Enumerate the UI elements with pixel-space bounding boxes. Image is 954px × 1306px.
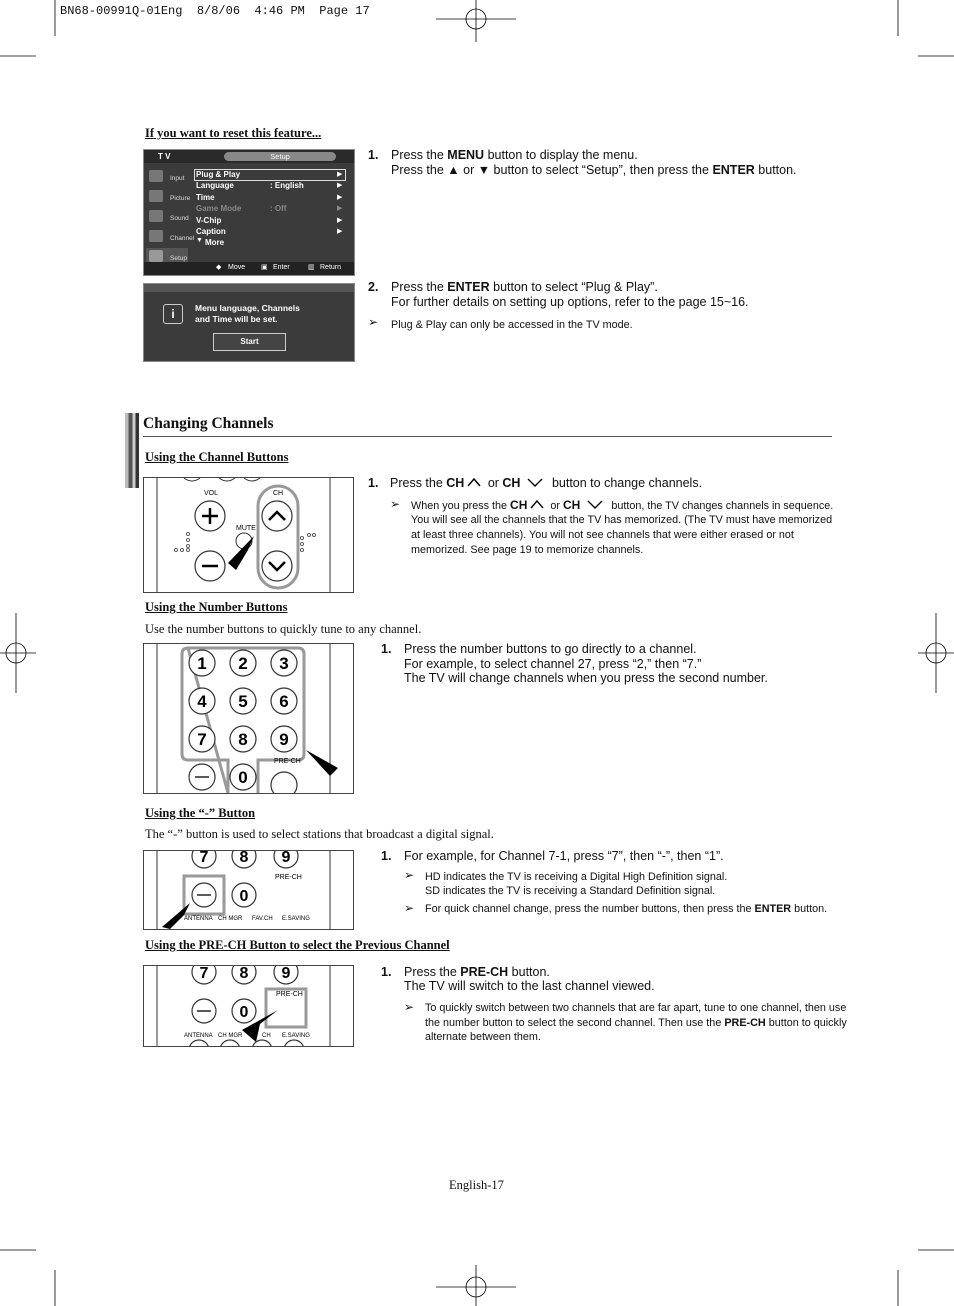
text: For quick channel change, press the number buttons, then press the — [425, 903, 755, 915]
chevron-right-icon: ▶ — [337, 182, 343, 189]
osd-footer-enter: Enter — [273, 264, 290, 271]
chevron-down-icon — [526, 477, 546, 487]
text: button. — [508, 965, 550, 979]
chevron-right-icon: ▶ — [337, 228, 343, 235]
menu-item-more: More — [205, 238, 225, 247]
key-4: 4 — [197, 692, 207, 711]
key-0: 0 — [239, 1004, 249, 1021]
key-0: 0 — [238, 768, 248, 787]
prech-heading: Using the PRE-CH Button to select the Previous Channel — [145, 938, 450, 952]
menu-item-language: Language — [196, 181, 234, 190]
channel-step-number: 1. — [368, 476, 379, 490]
prech-label: PRE-CH — [274, 758, 301, 765]
number-keypad-drawing — [144, 644, 353, 793]
ch-label: CH — [262, 1033, 271, 1039]
move-icon: ◆ — [216, 264, 222, 271]
text: button, the TV changes channels in sequence. — [608, 500, 834, 512]
ch-key: CH — [510, 498, 528, 512]
enter-key: ENTER — [447, 280, 490, 294]
triangle-down-icon: ▼ — [196, 237, 203, 244]
setup-icon — [149, 250, 163, 262]
prech-remote-drawing — [144, 966, 353, 1046]
reset-step1-line2 — [391, 163, 797, 178]
channel-note-line4: memorized. See page 19 to memorize channels. — [411, 544, 644, 556]
osd-title: Setup — [224, 152, 336, 161]
enter-key: ENTER — [712, 163, 755, 177]
sidebar-item-channel: Channel — [146, 228, 188, 246]
text: Press the — [404, 965, 461, 979]
text: the number button to select the second channel. Then use the — [425, 1017, 725, 1029]
dash-note1-line1: HD indicates the TV is receiving a Digital High Definition signal. — [425, 871, 728, 883]
dialog-top-bar — [144, 284, 354, 292]
enter-key: ENTER — [754, 903, 792, 915]
text: button. — [754, 163, 797, 177]
menu-value-game-mode: : Off — [270, 204, 287, 213]
mute-label: MUTE — [236, 525, 256, 532]
dash-note2 — [425, 902, 827, 917]
info-icon: i — [163, 304, 183, 324]
chevron-up-icon — [466, 477, 482, 487]
section-rule — [143, 436, 832, 437]
chmgr-label: CH MGR — [218, 916, 243, 922]
reset-heading: If you want to reset this feature... — [145, 126, 322, 140]
number-buttons-intro: Use the number buttons to quickly tune to any channel. — [145, 622, 422, 636]
note-arrow-icon: ➢ — [404, 1000, 415, 1014]
channel-note-line1 — [411, 498, 833, 514]
menu-item-time: Time — [196, 193, 215, 202]
antenna-label: ANTENNA — [184, 1033, 213, 1039]
number-step-number: 1. — [381, 642, 392, 656]
osd-footer-move: Move — [228, 264, 246, 271]
prech-label: PRE-CH — [275, 874, 302, 881]
key-9: 9 — [281, 851, 291, 866]
dialog-message-line1: Menu language, Channels — [195, 303, 300, 313]
text: When you press the — [411, 500, 511, 512]
key-6: 6 — [279, 692, 289, 711]
number-keypad-image — [143, 643, 354, 794]
setup-menu-screenshot — [143, 149, 355, 276]
esaving-label: E.SAVING — [282, 1033, 310, 1039]
key-9: 9 — [279, 730, 289, 749]
reset-step2-line1 — [391, 280, 658, 295]
reset-note: Plug & Play can only be accessed in the TV mode. — [391, 319, 633, 331]
note-arrow-icon: ➢ — [404, 868, 415, 882]
prech-key: PRE-CH — [724, 1017, 766, 1029]
section-title: Changing Channels — [143, 415, 274, 432]
dash-button-intro: The “-” button is used to select stations that broadcast a digital signal. — [145, 827, 494, 841]
return-icon: ▥ — [308, 264, 315, 271]
channel-step-line — [390, 476, 702, 491]
key-0: 0 — [239, 888, 249, 905]
channel-buttons-remote-image — [143, 477, 354, 593]
dialog-message-line2: and Time will be set. — [195, 314, 278, 324]
key-7: 7 — [199, 851, 209, 866]
prech-step-line2: The TV will switch to the last channel viewed. — [404, 979, 655, 993]
key-1: 1 — [197, 654, 207, 673]
plug-play-dialog-screenshot — [143, 283, 355, 362]
favch-label: FAV.CH — [252, 916, 273, 922]
sidebar-item-sound: Sound — [146, 208, 188, 226]
sidebar-item-input: Input — [146, 168, 188, 186]
reset-step2-number: 2. — [368, 280, 379, 294]
menu-item-caption: Caption — [196, 227, 226, 236]
chmgr-label: CH MGR — [218, 1033, 243, 1039]
sidebar-item-picture: Picture — [146, 188, 188, 206]
prech-remote-image — [143, 965, 354, 1047]
note-arrow-icon: ➢ — [368, 315, 379, 329]
prech-step-line1 — [404, 965, 550, 980]
dash-step-number: 1. — [381, 849, 392, 863]
ch-key: CH — [562, 498, 581, 512]
text: Press the — [391, 280, 448, 294]
vol-label: VOL — [204, 490, 219, 497]
channel-note-line2: You will see all the channels that the TV has memorized. (The TV must have memorized — [411, 514, 833, 526]
reset-step1-line1 — [391, 148, 638, 163]
text: button to change channels. — [548, 476, 703, 490]
pointer-arrow-icon — [306, 750, 338, 776]
chevron-right-icon: ▶ — [337, 205, 343, 212]
antenna-label: ANTENNA — [184, 916, 213, 922]
prech-note-line2 — [425, 1016, 847, 1031]
menu-item-vchip: V-Chip — [196, 216, 222, 225]
reset-step1-number: 1. — [368, 148, 379, 162]
key-5: 5 — [238, 692, 248, 711]
key-8: 8 — [239, 966, 249, 982]
channel-note-line3: at least three channels). You will not see channels that were either erased or not — [411, 529, 794, 541]
text: or — [547, 500, 563, 512]
number-step-line3: The TV will change channels when you press the second number. — [404, 671, 768, 685]
number-step-line2: For example, to select channel 27, press “2,” then “7.” — [404, 657, 702, 671]
text: button. — [791, 903, 828, 915]
note-arrow-icon: ➢ — [404, 901, 415, 915]
channel-icon — [149, 230, 163, 242]
chevron-up-icon — [529, 499, 545, 509]
text: button to quickly — [765, 1017, 847, 1029]
prech-note-line3: alternate between them. — [425, 1031, 541, 1043]
print-header: BN68-00991Q-01Eng 8/8/06 4:46 PM Page 17 — [60, 4, 370, 18]
ch-key: CH — [446, 476, 465, 490]
enter-icon: ▣ — [261, 264, 268, 271]
text: button to display the menu. — [484, 148, 638, 162]
channel-buttons-heading: Using the Channel Buttons — [145, 450, 289, 464]
ch-key: CH — [502, 476, 521, 490]
key-9: 9 — [281, 966, 291, 982]
chevron-down-icon — [586, 499, 606, 509]
text: button to select “Plug & Play”. — [489, 280, 658, 294]
prech-label: PRE-CH — [276, 991, 303, 998]
chevron-right-icon: ▶ — [337, 217, 343, 224]
input-icon — [149, 170, 163, 182]
prech-key: PRE-CH — [460, 965, 509, 979]
picture-icon — [149, 190, 163, 202]
page-number: English-17 — [449, 1178, 504, 1192]
text: Press the ▲ or ▼ button to select “Setup”, then press the — [391, 163, 713, 177]
key-2: 2 — [238, 654, 248, 673]
note-arrow-icon: ➢ — [390, 497, 401, 511]
number-buttons-heading: Using the Number Buttons — [145, 600, 288, 614]
text: Press the — [391, 148, 448, 162]
menu-item-game-mode: Game Mode — [196, 204, 242, 213]
ch-label: CH — [273, 490, 284, 497]
esaving-label: E.SAVING — [282, 916, 310, 922]
sound-icon — [149, 210, 163, 222]
key-8: 8 — [238, 730, 248, 749]
key-3: 3 — [279, 654, 289, 673]
remote-ch-vol-drawing — [144, 478, 353, 592]
dash-step-line1: For example, for Channel 7-1, press “7”, then “-”, then “1”. — [404, 849, 724, 863]
osd-footer-return: Return — [320, 264, 342, 271]
section-side-bar — [125, 413, 139, 488]
key-8: 8 — [239, 851, 249, 866]
reset-step2-line2: For further details on setting up options, refer to the page 15~16. — [391, 295, 749, 309]
text: Press the — [390, 476, 447, 490]
osd-sidebar — [146, 165, 195, 265]
menu-value-language: : English — [270, 181, 304, 190]
text: or — [484, 476, 503, 490]
key-7: 7 — [199, 966, 209, 982]
prech-note-line1: To quickly switch between two channels that are far apart, tune to one channel, then use — [425, 1002, 847, 1014]
dash-remote-drawing — [144, 851, 353, 929]
chevron-right-icon: ▶ — [337, 171, 343, 178]
menu-item-plug-play: Plug & Play — [196, 170, 241, 179]
key-7: 7 — [197, 730, 207, 749]
dash-note1-line2: SD indicates the TV is receiving a Standard Definition signal. — [425, 885, 716, 897]
chevron-right-icon: ▶ — [337, 194, 343, 201]
start-button: Start — [213, 333, 286, 351]
sidebar-item-setup: Setup — [146, 248, 188, 266]
number-step-line1: Press the number buttons to go directly to a channel. — [404, 642, 697, 656]
menu-key: MENU — [447, 148, 485, 162]
osd-tv-label: T V — [158, 152, 171, 161]
dash-button-remote-image — [143, 850, 354, 930]
prech-step-number: 1. — [381, 965, 392, 979]
dash-button-heading: Using the “-” Button — [145, 806, 256, 820]
